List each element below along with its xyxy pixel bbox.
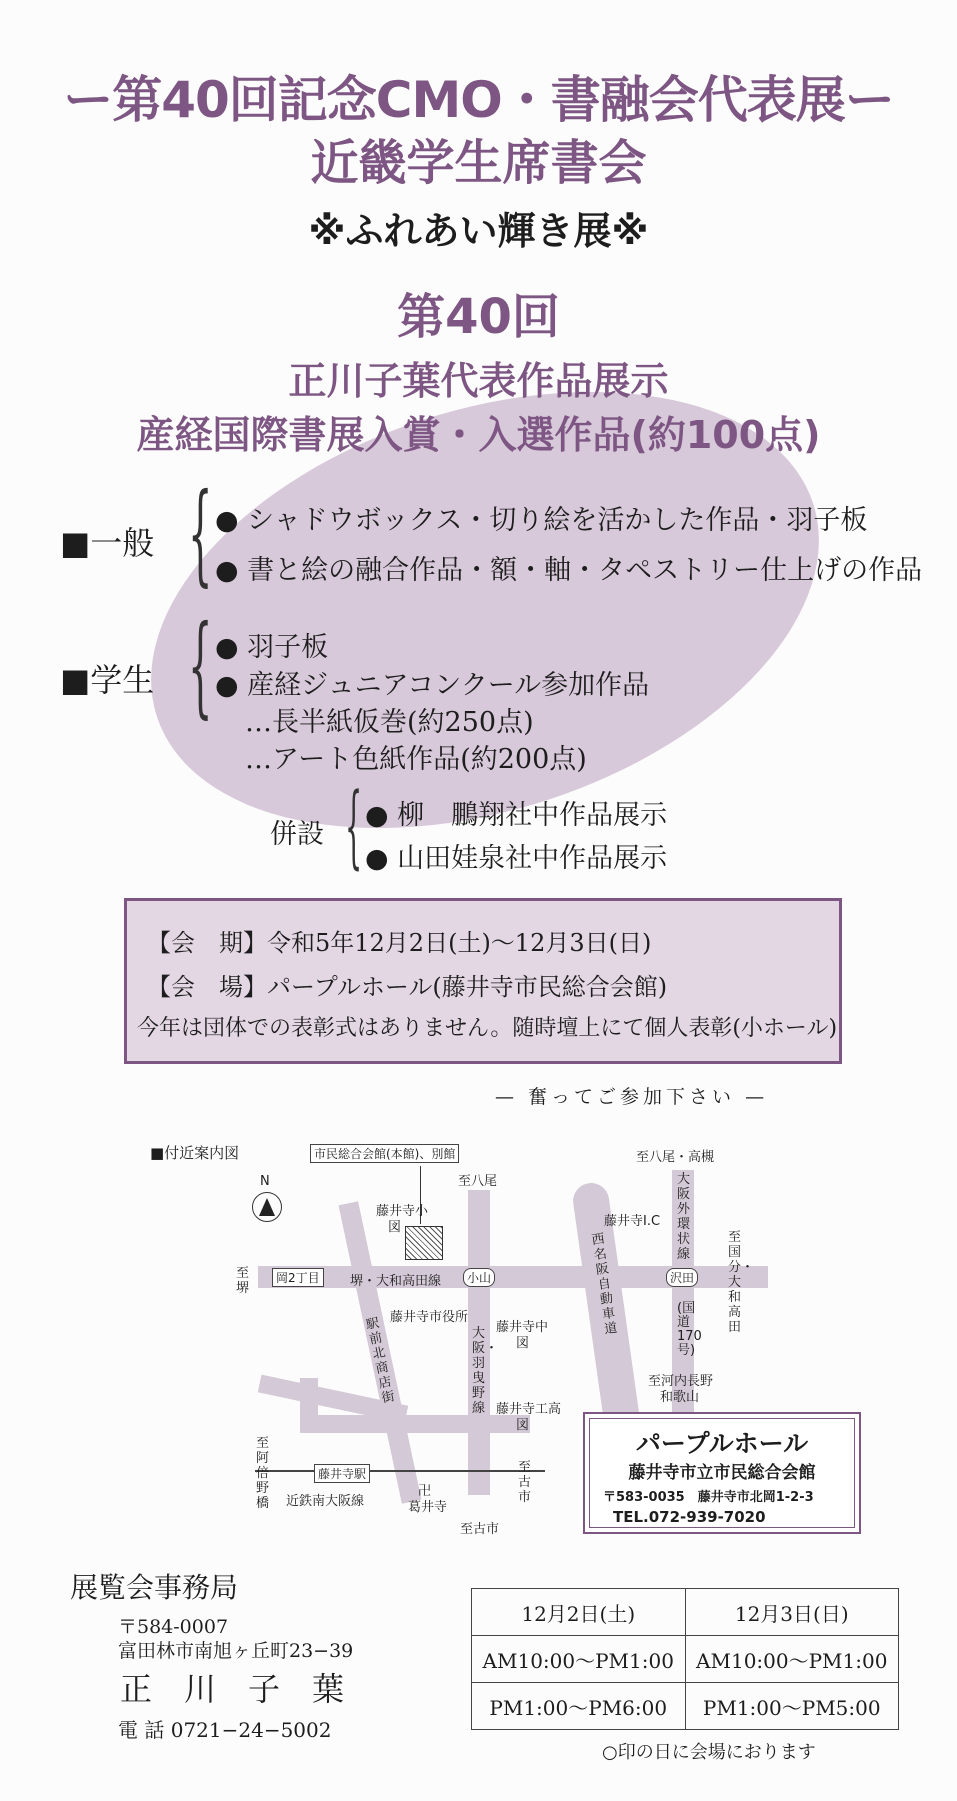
schedule-cell: AM10:00〜PM1:00: [472, 1636, 686, 1683]
annex-item-2: ● 山田娃泉社中作品展示: [365, 843, 668, 874]
label-osaka-habikino: 大阪・羽曳野線: [472, 1326, 499, 1416]
invite-text: — 奮ってご参加下さい —: [495, 1086, 769, 1108]
label-zu2: 図: [516, 1336, 530, 1351]
annex-label: 併設: [270, 819, 324, 850]
label-zu1: 図: [388, 1220, 402, 1235]
label-koyama: 小山: [463, 1268, 495, 1287]
annex-item-1: ● 柳 鵬翔社中作品展示: [365, 800, 668, 831]
label-to-kokubu: 至国分・大和高田: [728, 1230, 755, 1335]
label-to-furuichi-right: 至古市: [518, 1460, 532, 1505]
office-postal: 〒584-0007: [118, 1616, 229, 1638]
label-kintetsu: 近鉄南大阪線: [286, 1494, 365, 1509]
venue-box: [583, 1412, 861, 1534]
label-to-yao-takatsuki: 至八尾・高槻: [636, 1150, 715, 1165]
table-row: [472, 1589, 899, 1636]
map-title: ■付近案内図: [150, 1144, 240, 1162]
label-city-hall: 藤井寺市役所: [390, 1310, 469, 1325]
category-student-label: ■学生: [60, 661, 155, 699]
student-item-2: ● 産経ジュニアコンクール参加作品: [215, 670, 650, 701]
table-row: [472, 1636, 899, 1683]
road-lower: [300, 1415, 530, 1433]
label-fujiidera-temple: 葛井寺: [408, 1500, 448, 1515]
schedule-header-day2: 12月3日(日): [685, 1589, 899, 1636]
office-name: 正 川 子 葉: [120, 1670, 345, 1708]
label-sakai-yamato: 堺・大和高田線: [350, 1274, 442, 1289]
office-address: 富田林市南旭ヶ丘町23−39: [118, 1640, 354, 1662]
north-label: N: [260, 1174, 270, 1189]
label-wakayama: 和歌山: [660, 1390, 700, 1405]
heading-representative: 正川子葉代表作品展示: [288, 359, 669, 403]
brace-annex: {: [345, 774, 363, 879]
label-outer-ring: 大阪外環状線: [677, 1172, 691, 1262]
schedule-header-day1: 12月2日(土): [472, 1589, 686, 1636]
heading-40th: 第40回: [397, 289, 560, 345]
label-to-abeno: 至阿倍野橋: [256, 1436, 270, 1511]
label-ekimae: 駅前北商店街: [364, 1315, 397, 1407]
label-fujiidera-station: 藤井寺駅: [314, 1464, 370, 1483]
office-phone: 電 話 0721−24−5002: [118, 1718, 332, 1742]
north-compass: [252, 1192, 282, 1222]
label-to-furuichi-bottom: 至古市: [460, 1522, 500, 1537]
table-row: [472, 1683, 899, 1730]
general-item-1: ● シャドウボックス・切り絵を活かした作品・羽子板: [215, 505, 868, 536]
schedule-cell: PM1:00〜PM6:00: [472, 1683, 686, 1730]
north-arrow-icon: [259, 1198, 275, 1216]
subtitle: ※ふれあい輝き展※: [308, 209, 649, 253]
schedule-table: [471, 1588, 899, 1730]
venue-tel: TEL.072-939-7020: [613, 1508, 766, 1526]
schedule-cell: PM1:00〜PM5:00: [685, 1683, 899, 1730]
general-item-2: ● 書と絵の融合作品・額・軸・タペストリー仕上げの作品: [215, 555, 923, 586]
temple-icon: 卍: [418, 1484, 432, 1499]
label-nishi-meihan: 西名阪自動車道: [590, 1231, 619, 1338]
label-fujiidera-ic: 藤井寺I.C: [604, 1214, 661, 1229]
student-item-1: ● 羽子板: [215, 632, 329, 663]
heading-sankei: 産経国際書展入賞・入選作品(約100点): [136, 413, 821, 457]
venue-text: 【会 場】パープルホール(藤井寺市民総合会館): [147, 973, 668, 1001]
office-title: 展覧会事務局: [70, 1571, 239, 1604]
venue-name: パープルホール: [635, 1429, 809, 1458]
label-fujiidera-tech: 藤井寺工高: [496, 1402, 562, 1417]
brace-student: {: [188, 601, 213, 729]
venue-address: 〒583-0035 藤井寺市北岡1-2-3: [603, 1490, 814, 1505]
label-fujiidera-jhs: 藤井寺中: [496, 1320, 549, 1335]
label-fujiidera-elem: 藤井寺小: [376, 1204, 429, 1219]
brace-general: {: [188, 469, 213, 597]
schedule-note: ○印の日に会場におります: [602, 1742, 816, 1763]
title-line-1: ー第40回記念CMO・書融会代表展ー: [63, 71, 894, 129]
label-zu3: 図: [516, 1418, 530, 1433]
category-general-label: ■一般: [60, 524, 155, 562]
info-box: [124, 898, 842, 1064]
civic-center-building: [405, 1226, 443, 1260]
label-civic-center: 市民総合会館(本館)、別館: [310, 1144, 459, 1163]
railway: [255, 1470, 545, 1472]
label-to-yao: 至八尾: [458, 1174, 498, 1189]
label-route170: (国道170号): [677, 1301, 702, 1358]
label-to-kawachi: 至河内長野: [648, 1374, 714, 1389]
student-item-3: …長半紙仮巻(約250点): [245, 707, 534, 738]
note-text: 今年は団体での表彰式はありません。随時壇上にて個人表彰(小ホール): [137, 1016, 838, 1041]
title-line-2: 近畿学生席書会: [310, 135, 647, 191]
student-item-4: …アート色紙作品(約200点): [245, 744, 587, 775]
label-oka2: 岡2丁目: [272, 1268, 324, 1287]
map: [0, 1130, 957, 1550]
label-to-sakai: 至堺: [236, 1266, 250, 1296]
schedule-cell: AM10:00〜PM1:00: [685, 1636, 899, 1683]
venue-sub: 藤井寺市立市民総合会館: [628, 1463, 816, 1483]
label-sawada: 沢田: [666, 1268, 698, 1287]
period-text: 【会 期】令和5年12月2日(土)〜12月3日(日): [147, 929, 652, 957]
